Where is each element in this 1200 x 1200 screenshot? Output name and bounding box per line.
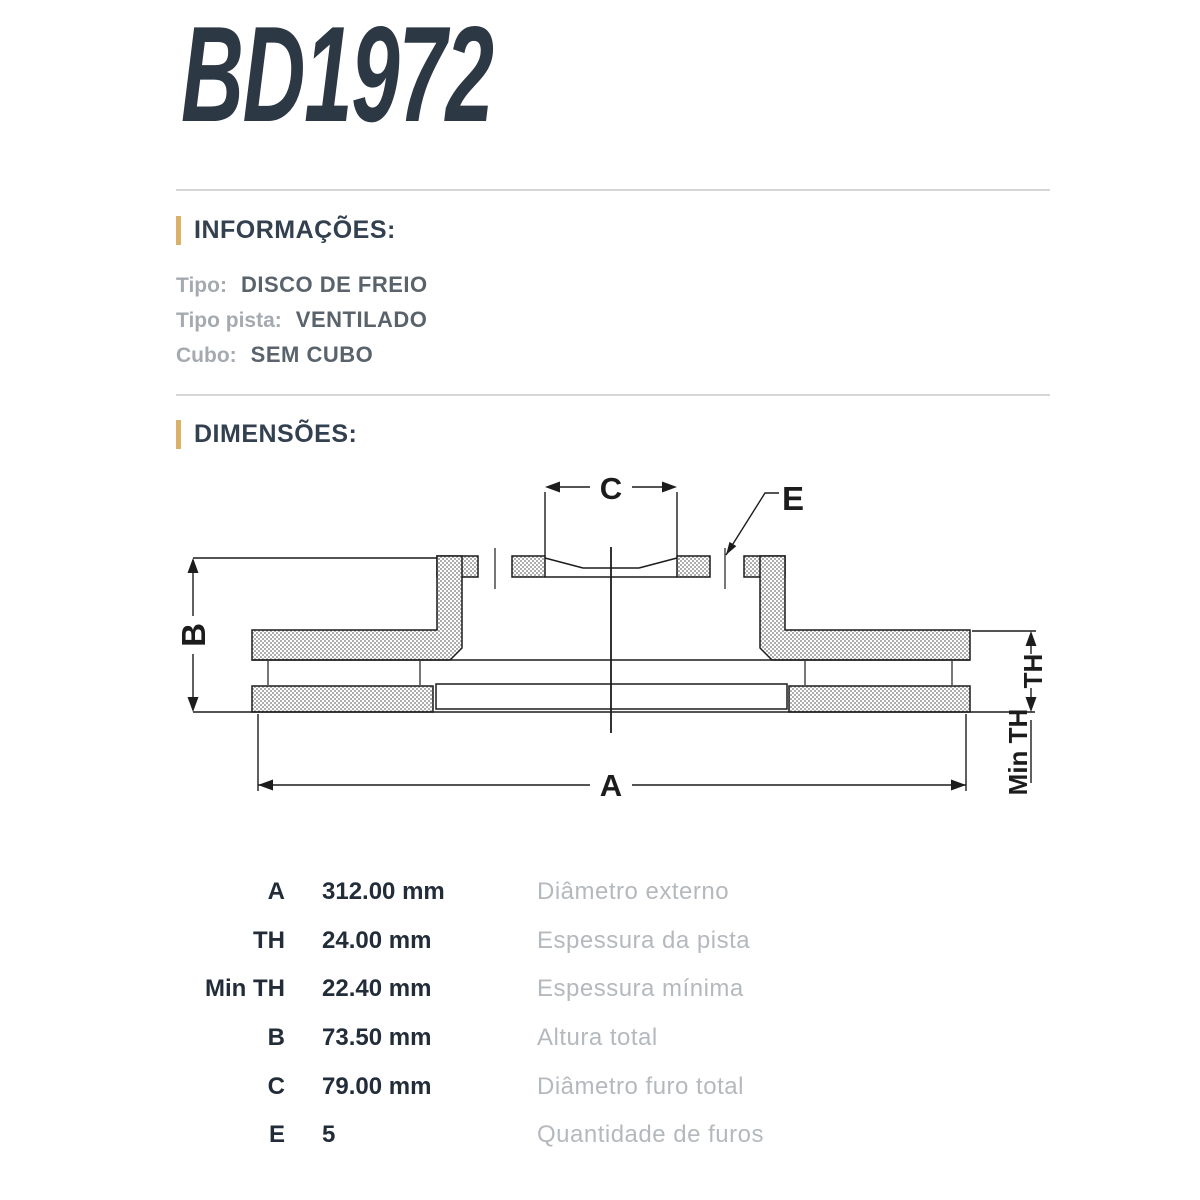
- spec-value: 5: [322, 1121, 336, 1149]
- spec-key: TH: [253, 926, 285, 954]
- hub-flange-segment: [512, 556, 545, 577]
- info-value: DISCO DE FREIO: [240, 272, 428, 297]
- table-row: [0, 868, 1050, 917]
- spec-desc: Diâmetro externo: [537, 878, 730, 906]
- arrowhead: [662, 482, 677, 493]
- spec-key: C: [267, 1072, 285, 1100]
- spec-desc: Espessura mínima: [537, 975, 744, 1003]
- info-label: Tipo pista:: [176, 309, 282, 332]
- info-rows: [176, 267, 428, 372]
- separator-line: [176, 189, 1050, 191]
- table-row: [0, 965, 1050, 1014]
- arrowhead: [1026, 631, 1037, 646]
- table-row: [0, 1062, 1050, 1111]
- product-code-title: BD1972: [181, 0, 493, 150]
- spec-key: E: [268, 1121, 285, 1149]
- info-value: SEM CUBO: [250, 342, 374, 367]
- table-row: [0, 1111, 1050, 1160]
- dimensions-table: [0, 868, 1050, 1160]
- spec-value: 73.50 mm: [322, 1024, 432, 1052]
- hub-flange-segment: [677, 556, 710, 577]
- spec-key: Min TH: [205, 975, 285, 1003]
- spec-key: B: [267, 1024, 285, 1052]
- spec-value: 22.40 mm: [322, 975, 432, 1003]
- arrowhead: [258, 780, 273, 791]
- bottom-ring-left: [252, 686, 433, 712]
- info-label: Tipo:: [176, 274, 227, 297]
- separator-line: [176, 394, 1050, 396]
- hat-wall-left: [252, 556, 462, 660]
- dim-label-MinTH: Min TH: [1003, 708, 1033, 796]
- gold-accent-bar: [176, 420, 181, 449]
- spec-value: 79.00 mm: [322, 1072, 432, 1100]
- dim-label-B: B: [175, 623, 212, 647]
- hat-wall-right: [760, 556, 970, 660]
- arrowhead: [726, 542, 736, 555]
- info-label: Cubo:: [176, 344, 237, 367]
- bottom-ring-right: [789, 686, 970, 712]
- arrowhead: [951, 780, 966, 791]
- info-value: VENTILADO: [295, 307, 428, 332]
- spec-desc: Espessura da pista: [537, 926, 751, 954]
- info-row: [176, 302, 428, 337]
- dimensions-section-heading: [176, 420, 357, 449]
- spec-desc: Diâmetro furo total: [537, 1072, 744, 1100]
- info-row: [176, 267, 428, 302]
- table-row: [0, 917, 1050, 966]
- dim-label-E: E: [781, 480, 805, 517]
- arrowhead: [188, 558, 199, 573]
- dim-label-TH: TH: [1018, 653, 1048, 689]
- arrowhead: [545, 482, 560, 493]
- gold-accent-bar: [176, 216, 181, 245]
- spec-key: A: [267, 878, 285, 906]
- info-heading-label: INFORMAÇÕES:: [194, 216, 396, 244]
- spec-value: 24.00 mm: [322, 926, 432, 954]
- info-section-heading: [176, 216, 396, 245]
- spec-desc: Quantidade de furos: [537, 1121, 764, 1149]
- arrowhead: [188, 697, 199, 712]
- brake-disc-technical-drawing: [150, 455, 1070, 820]
- dim-label-A: A: [599, 768, 623, 803]
- spec-desc: Altura total: [537, 1024, 658, 1052]
- spec-value: 312.00 mm: [322, 878, 445, 906]
- dim-label-C: C: [599, 471, 623, 506]
- table-row: [0, 1014, 1050, 1063]
- info-row: [176, 337, 428, 372]
- dimensions-heading-label: DIMENSÕES:: [194, 420, 358, 448]
